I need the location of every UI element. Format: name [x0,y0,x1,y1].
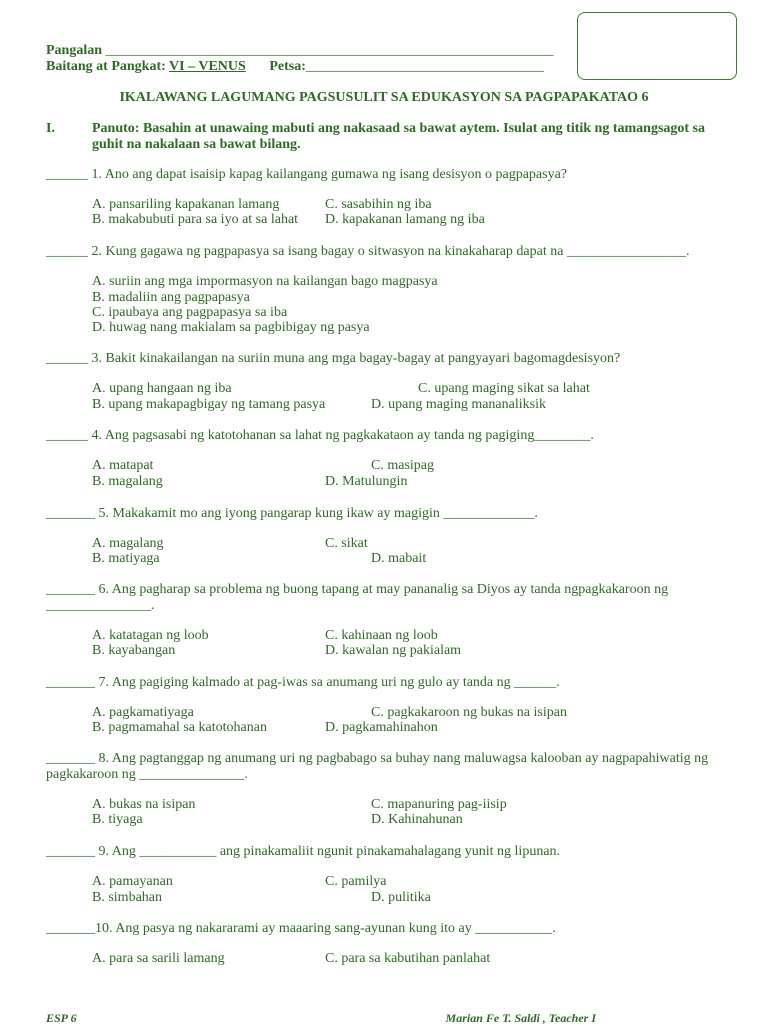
page-title: IKALAWANG LAGUMANG PAGSUSULIT SA EDUKASYON SA PAGPAPAKATAO 6 [119,90,649,105]
q9-option-d: D. pulitika [371,890,431,905]
q4-option-c: C. masipag [371,458,434,473]
q7-option-b: B. pagmamahal sa katotohanan [92,720,267,735]
q9-option-a: A. pamayanan [92,874,173,889]
question-1: ______ 1. Ano ang dapat isaisip kapag kailangang gumawa ng isang desisyon o pagpapasya? [46,167,567,182]
question-7: _______ 7. Ang pagiging kalmado at pag-iwas sa anumang uri ng gulo ay tanda ng ______. [46,675,560,690]
q3-option-c: C. upang maging sikat sa lahat [418,381,590,396]
name-label: Pangalan [46,43,103,58]
date-label: Petsa: [269,59,306,74]
name-blank[interactable]: ________________________________________________________________ [105,43,554,58]
question-4: ______ 4. Ang pagsasabi ng katotohanan sa lahat ng pagkakataon ay tanda ng pagiging________. [46,428,594,443]
q1-option-d: D. kapakanan lamang ng iba [325,212,485,227]
q8-option-b: B. tiyaga [92,812,143,827]
name-line [46,43,554,59]
q3-option-a: A. upang hangaan ng iba [92,381,232,396]
grade-line [46,59,544,75]
q5-option-c: C. sikat [325,536,368,551]
q2-option-b: B. madaliin ang pagpapasya [92,290,250,305]
q4-option-b: B. magalang [92,474,163,489]
question-2: ______ 2. Kung gagawa ng pagpapasya sa isang bagay o sitwasyon na kinakaharap dapat na _________________. [46,244,690,259]
question-9: _______ 9. Ang ___________ ang pinakamaliit ngunit pinakamahalagang yunit ng lipunan. [46,844,561,859]
q1-option-b: B. makabubuti para sa iyo at sa lahat [92,212,299,227]
q6-option-d: D. kawalan ng pakialam [325,643,462,658]
question-6: _______ 6. Ang pagharap sa problema ng buong tapang at may pananalig sa Diyos ay tanda ngpagkakaroon ng _______________. [46,582,669,613]
footer-teacher: Marian Fe T. Saldi , Teacher I [445,1011,596,1025]
date-blank[interactable]: __________________________________ [305,59,544,74]
q7-option-a: A. pagkamatiyaga [92,705,194,720]
question-3: ______ 3. Bakit kinakailangan na suriin muna ang mga bagay-bagay at pangyayari bagomagdesisyon? [46,351,621,366]
q6-option-a: A. katatagan ng loob [92,628,209,643]
grade-value: VI – VENUS [169,59,246,74]
q6-option-b: B. kayabangan [92,643,176,658]
section-number: I. [46,121,55,136]
q10-option-a: A. para sa sarili lamang [92,951,225,966]
q2-option-a: A. suriin ang mga impormasyon na kailangan bago magpasya [92,274,438,289]
q9-option-c: C. pamilya [325,874,387,889]
q1-option-c: C. sasabihin ng iba [325,197,432,212]
directions: Panuto: Basahin at unawaing mabuti ang nakasaad sa bawat aytem. Isulat ang titik ng tamangsagot sa guhit na nakalaan sa bawat bilang. [92,121,706,152]
q5-option-a: A. magalang [92,536,164,551]
q5-option-d: D. mabait [371,551,427,566]
q2-option-c: C. ipaubaya ang pagpapasya sa iba [92,305,288,320]
q3-option-d: D. upang maging mananaliksik [371,397,546,412]
footer-subject: ESP 6 [46,1011,77,1025]
q3-option-b: B. upang makapagbigay ng tamang pasya [92,397,326,412]
question-8: _______ 8. Ang pagtanggap ng anumang uri ng pagbabago sa buhay nang maluwagsa kalooban ay nagpapahiwatig ng pagkakaroon ng _______________. [46,751,709,782]
q5-option-b: B. matiyaga [92,551,160,566]
q8-option-d: D. Kahinahunan [371,812,463,827]
q7-option-d: D. pagkamahinahon [325,720,438,735]
q2-option-d: D. huwag nang makialam sa pagbibigay ng pasya [92,320,370,335]
q6-option-c: C. kahinaan ng loob [325,628,438,643]
question-10: _______10. Ang pasya ng nakararami ay maaaring sang-ayunan kung ito ay ___________. [46,921,556,936]
score-box [577,12,737,80]
grade-label: Baitang at Pangkat: [46,59,166,74]
question-5: _______ 5. Makakamit mo ang iyong pangarap kung ikaw ay magigin _____________. [46,506,538,521]
q10-option-c: C. para sa kabutihan panlahat [325,951,491,966]
q7-option-c: C. pagkakaroon ng bukas na isipan [371,705,567,720]
q4-option-d: D. Matulungin [325,474,408,489]
q4-option-a: A. matapat [92,458,154,473]
q8-option-a: A. bukas na isipan [92,797,196,812]
q8-option-c: C. mapanuring pag-iisip [371,797,507,812]
q9-option-b: B. simbahan [92,890,162,905]
q1-option-a: A. pansariling kapakanan lamang [92,197,280,212]
